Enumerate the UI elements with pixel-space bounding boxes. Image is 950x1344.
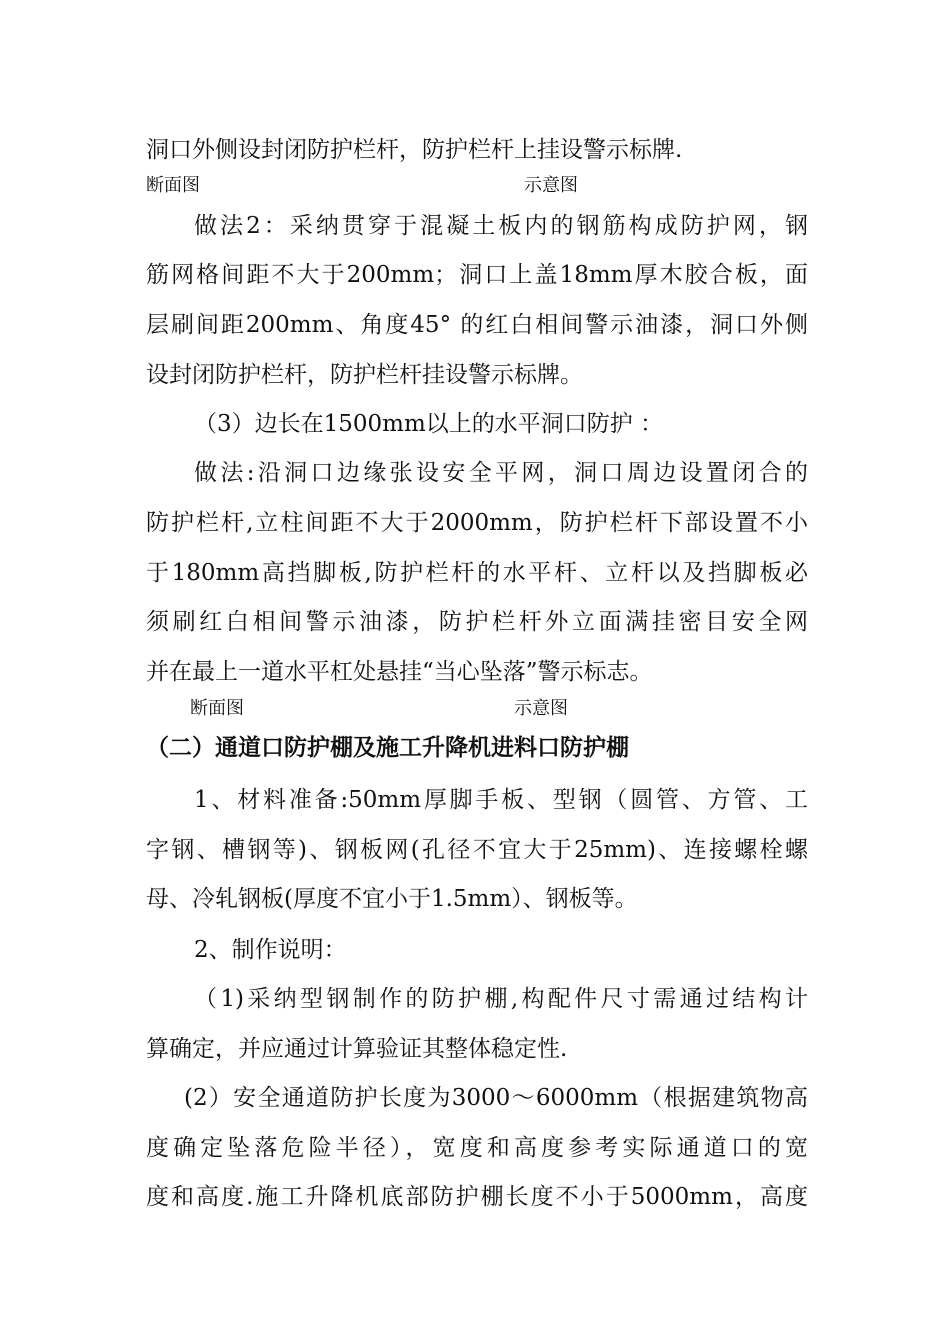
body-line: 设封闭防护栏杆，防护栏杆挂设警示标牌。: [146, 362, 583, 388]
figure-caption-section: 断面图: [190, 698, 244, 719]
subsection-title: 2、制作说明：: [194, 937, 347, 963]
body-line: 做法2：采纳贯穿于混凝土板内的钢筋构成防护网，钢: [194, 213, 808, 239]
body-line: (2）安全通道防护长度为3000～6000mm（根据建筑物高: [184, 1085, 808, 1111]
body-line: 筋网格间距不大于200mm；洞口上盖18mm厚木胶合板，面: [146, 262, 808, 288]
body-line: 于180mm高挡脚板,防护栏杆的水平杆、立杆以及挡脚板必: [146, 560, 808, 586]
body-line: （1)采纳型钢制作的防护棚,构配件尺寸需通过结构计: [194, 986, 808, 1012]
figure-caption-schematic: 示意图: [524, 175, 578, 196]
body-line: 须刷红白相间警示油漆，防护栏杆外立面满挂密目安全网: [146, 609, 808, 635]
figure-caption-schematic: 示意图: [514, 698, 568, 719]
subsection-title: （3）边长在1500mm以上的水平洞口防护 ：: [194, 411, 664, 437]
body-line: 防护栏杆,立柱间距不大于2000mm，防护栏杆下部设置不小: [146, 510, 808, 536]
body-line: 算确定，并应通过计算验证其整体稳定性.: [146, 1036, 568, 1062]
figure-caption-section: 断面图: [146, 175, 200, 196]
body-line: 度确定坠落危险半径），宽度和高度参考实际通道口的宽: [146, 1135, 808, 1161]
section-heading: （二）通道口防护棚及施工升降机进料口防护棚: [146, 735, 629, 761]
body-line: 1、材料准备:50mm厚脚手板、型钢（圆管、方管、工: [194, 787, 808, 813]
body-line: 洞口外侧设封闭防护栏杆，防护栏杆上挂设警示标牌.: [146, 137, 683, 163]
body-line: 母、冷轧钢板(厚度不宜小于1.5mm）、钢板等。: [146, 886, 638, 912]
body-line: 层刷间距200mm、角度45° 的红白相间警示油漆，洞口外侧: [146, 312, 808, 338]
body-line: 做法:沿洞口边缘张设安全平网，洞口周边设置闭合的: [194, 460, 808, 486]
body-line: 并在最上一道水平杠处悬挂“当心坠落”警示标志。: [146, 659, 653, 685]
body-line: 度和高度.施工升降机底部防护棚长度不小于5000mm，高度: [146, 1184, 808, 1210]
body-line: 字钢、槽钢等)、钢板网(孔径不宜大于25mm)、连接螺栓螺: [146, 837, 808, 863]
